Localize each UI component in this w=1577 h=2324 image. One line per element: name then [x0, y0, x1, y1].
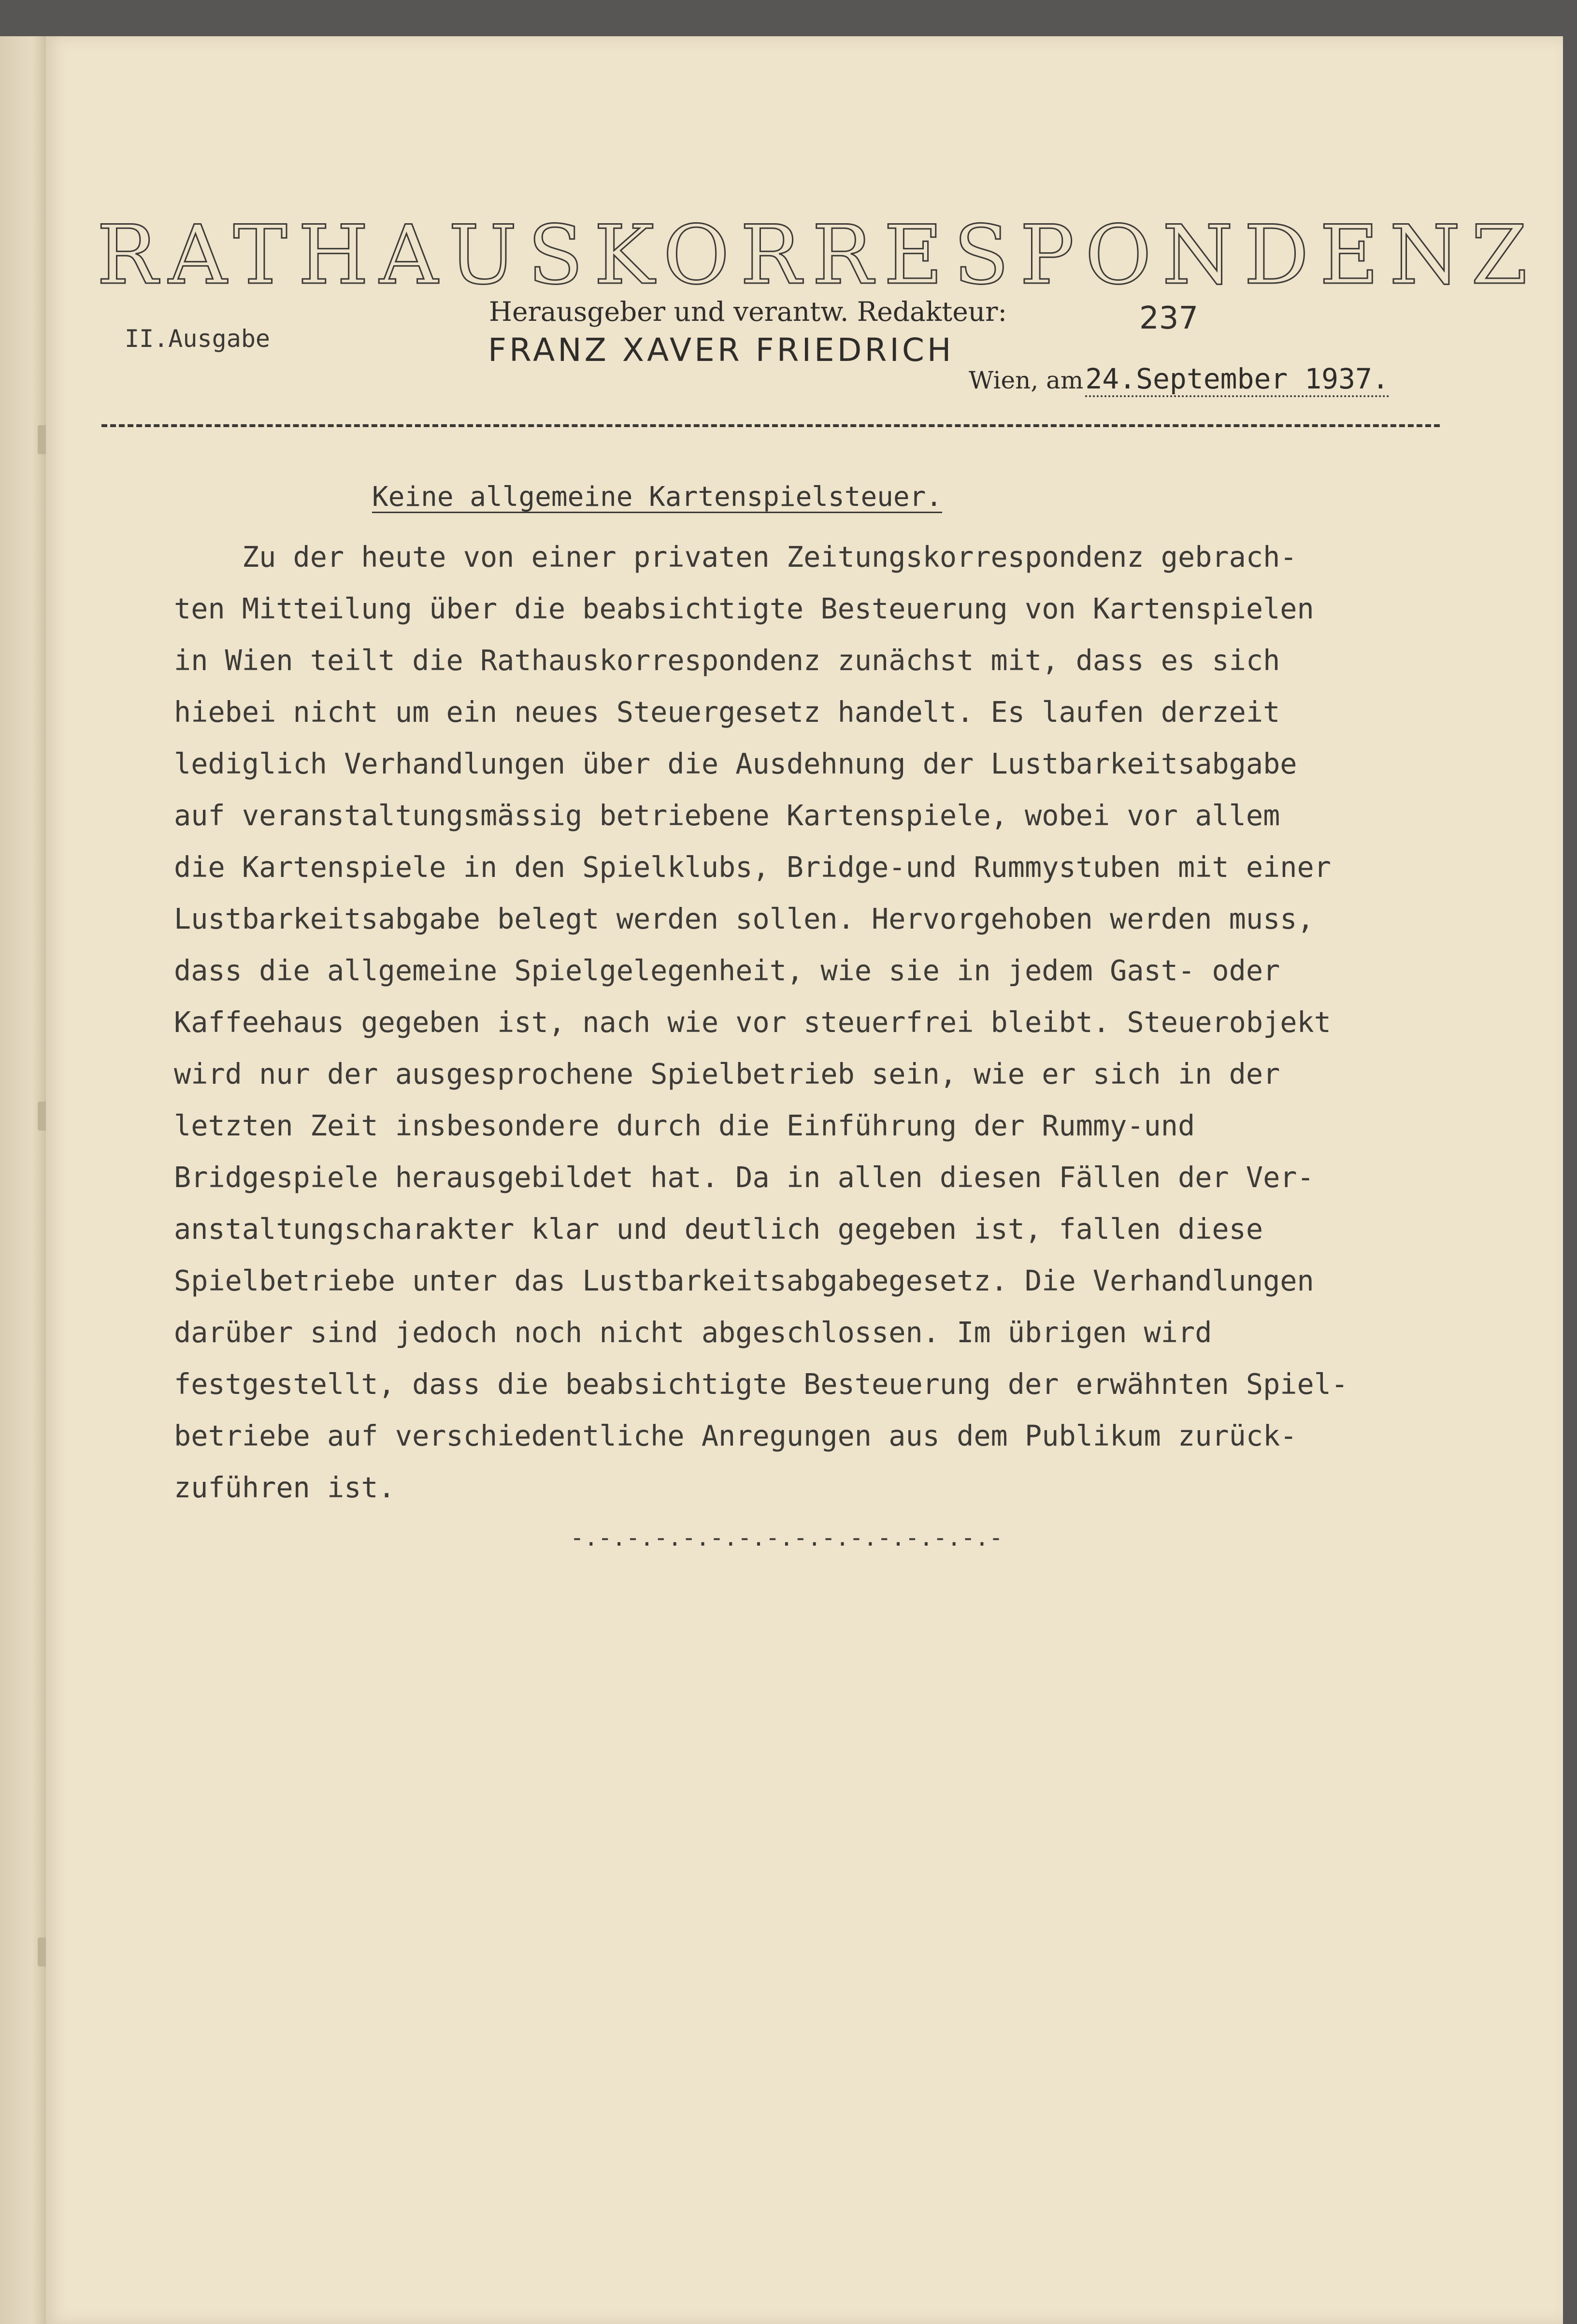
body-line: dass die allgemeine Spielgelegenheit, wie sie in jedem Gast- oder [174, 954, 1280, 987]
body-line: in Wien teilt die Rathauskorrespondenz zunächst mit, dass es sich [174, 644, 1280, 677]
body-line: hiebei nicht um ein neues Steuergesetz handelt. Es laufen derzeit [174, 696, 1280, 729]
body-line: Bridgespiele herausgebildet hat. Da in allen diesen Fällen der Ver- [174, 1161, 1314, 1194]
body-line: Spielbetriebe unter das Lustbarkeitsabgabegesetz. Die Verhandlungen [174, 1264, 1314, 1297]
date-line [969, 362, 1389, 395]
body-line: anstaltungscharakter klar und deutlich gegeben ist, fallen diese [174, 1213, 1263, 1246]
binding-edge [0, 36, 46, 2324]
body-line: auf veranstaltungsmässig betriebene Kartenspiele, wobei vor allem [174, 799, 1280, 832]
header-rule [101, 424, 1440, 427]
publisher-label: Herausgeber und verantw. Redakteur: [489, 296, 1007, 327]
body-line: Zu der heute von einer privaten Zeitungskorrespondenz gebrach- [174, 541, 1297, 574]
body-line: darüber sind jedoch noch nicht abgeschlossen. Im übrigen wird [174, 1316, 1212, 1349]
edition-label: II.Ausgabe [125, 325, 271, 353]
place-label: Wien, am [969, 366, 1084, 394]
body-line: wird nur der ausgesprochene Spielbetrieb sein, wie er sich in der [174, 1058, 1280, 1090]
body-line: festgestellt, dass die beabsichtigte Besteuerung der erwähnten Spiel- [174, 1368, 1348, 1401]
end-separator: -.-.-.-.-.-.-.-.-.-.-.-.-.-.-.- [570, 1524, 1003, 1551]
editor-name: FRANZ XAVER FRIEDRICH [488, 331, 954, 369]
body-line: lediglich Verhandlungen über die Ausdehnung der Lustbarkeitsabgabe [174, 747, 1297, 780]
issue-date: 24.September 1937. [1085, 362, 1389, 397]
body-line: betriebe auf verschiedentliche Anregungen aus dem Publikum zurück- [174, 1420, 1297, 1452]
body-line: Lustbarkeitsabgabe belegt werden sollen. Hervorgehoben werden muss, [174, 903, 1314, 935]
masthead-title: RATHAUSKORRESPONDENZ [97, 208, 1538, 302]
article-body [174, 531, 1517, 1514]
body-line: zuführen ist. [174, 1471, 395, 1504]
body-line: letzten Zeit insbesondere durch die Einführung der Rummy-und [174, 1109, 1195, 1142]
body-line: ten Mitteilung über die beabsichtigte Besteuerung von Kartenspielen [174, 592, 1314, 625]
document-number: 237 [1139, 301, 1199, 336]
body-line: Kaffeehaus gegeben ist, nach wie vor steuerfrei bleibt. Steuerobjekt [174, 1006, 1331, 1039]
body-line: die Kartenspiele in den Spielklubs, Bridge-und Rummystuben mit einer [174, 851, 1331, 884]
article-headline: Keine allgemeine Kartenspielsteuer. [372, 481, 943, 513]
